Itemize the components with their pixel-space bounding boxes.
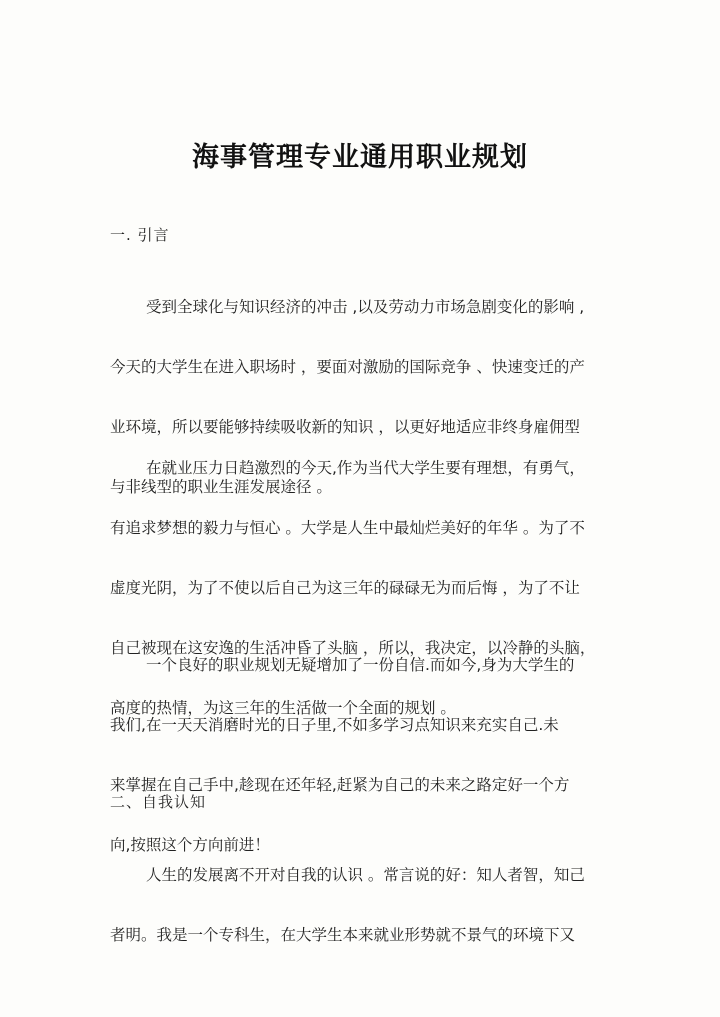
text-line: 我们,在一天天消磨时光的日子里,不如多学习点知识来充实自己.未 [110,716,559,734]
text-line: 向,按照这个方向前进！ [110,836,270,854]
text-line: 业环境，所以要能够持续吸收新的知识 ，以更好地适应非终身雇佣型 [110,418,580,436]
text-line: 受到全球化与知识经济的冲击 ,以及劳动力市场急剧变化的影响 , [146,298,585,316]
text-line: 人生的发展离不开对自我的认识 。常言说的好：知人者智，知己 [146,866,585,884]
section-heading-self-awareness: 二、自我认知 [110,793,207,811]
text-line: 自己被现在这安逸的生活冲昏了头脑 ，所以，我决定，以冷静的头脑， [110,639,596,657]
paragraph-self-awareness-1 [110,830,630,980]
text-line: 有追求梦想的毅力与恒心 。大学是人生中最灿烂美好的年华 。为了不 [110,519,585,537]
text-line: 在就业压力日趋激烈的今天,作为当代大学生要有理想，有勇气， [146,459,585,477]
text-line: 与非线型的职业生涯发展途径 。 [110,478,332,496]
text-line: 来掌握在自己手中,趁现在还年轻,赶紧为自己的未来之路定好一个方 [110,776,570,794]
text-line: 高度的热情，为这三年的生活做一个全面的规划 。 [110,699,456,717]
text-line: 者明。我是一个专科生，在大学生本来就业形势就不景气的环境下又 [110,926,576,944]
document-title: 海事管理专业通用职业规划 [192,142,528,173]
text-line: 今天的大学生在进入职场时 ，要面对激励的国际竞争 、快速变迁的产 [110,358,585,376]
text-line: 一个良好的职业规划无疑增加了一份自信.而如今,身为大学生的 [146,656,575,674]
text-line: 虚度光阴，为了不使以后自己为这三年的碌碌无为而后悔 ，为了不让 [110,579,580,597]
section-heading-intro: 一. 引言 [110,226,170,244]
